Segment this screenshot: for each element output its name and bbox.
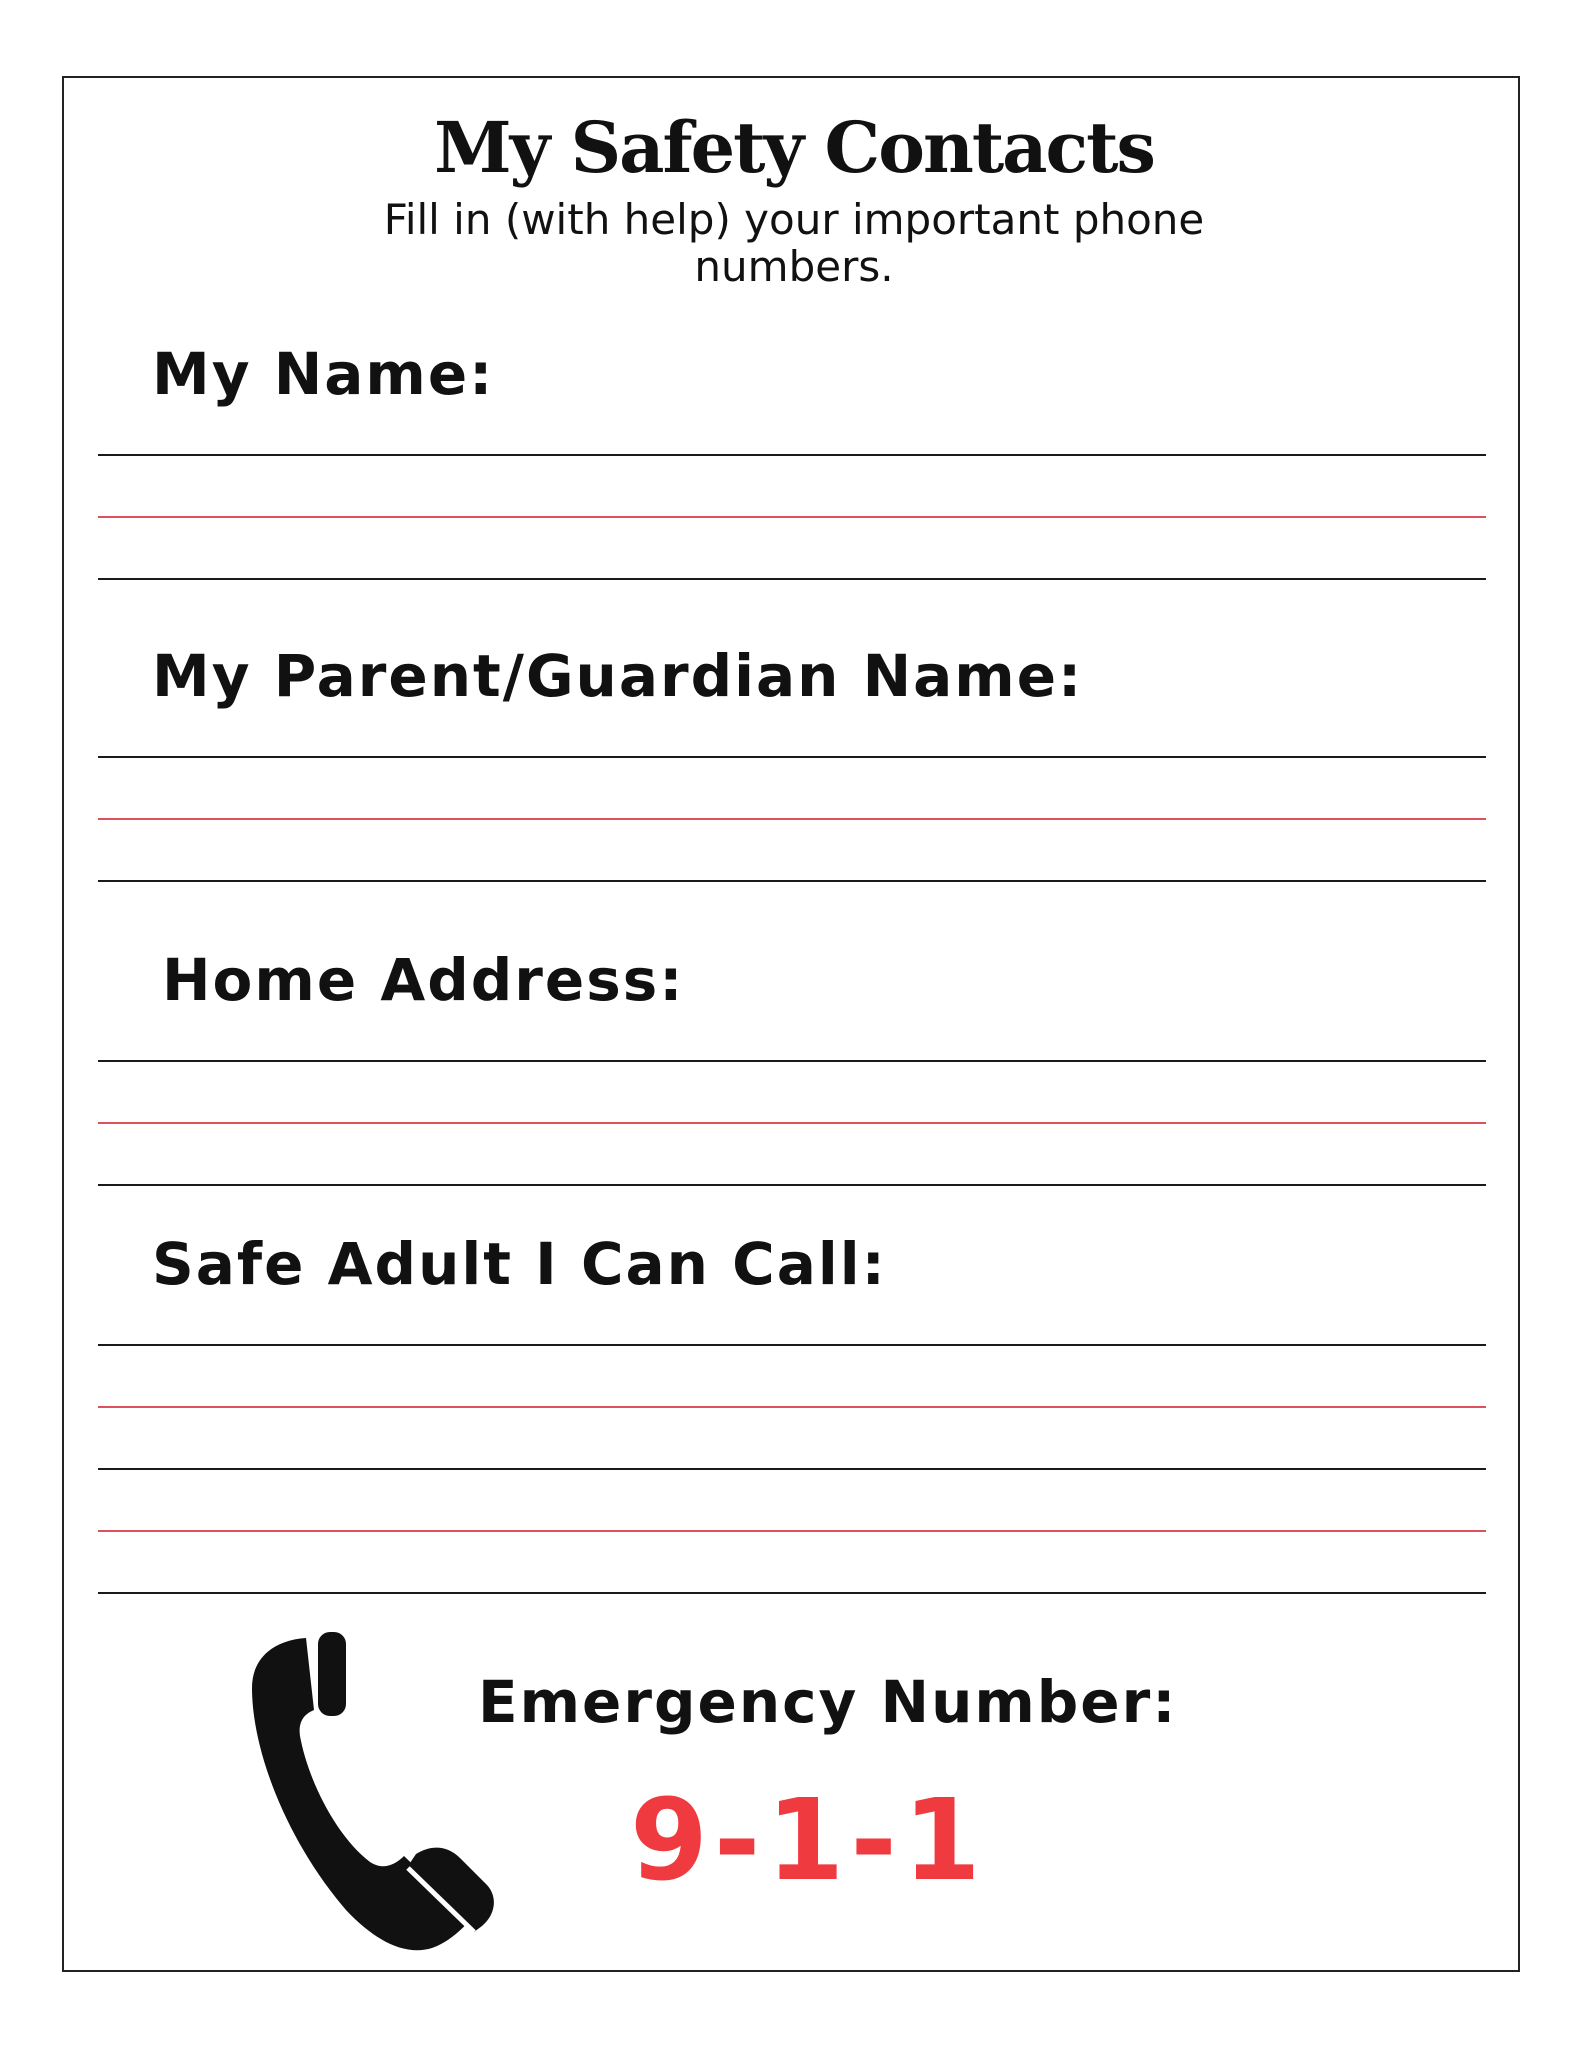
writing-line-top[interactable]: [98, 454, 1486, 456]
writing-line-mid: [98, 818, 1486, 820]
writing-line-top[interactable]: [98, 1060, 1486, 1062]
field-label-safe-adult: Safe Adult I Can Call:: [152, 1230, 887, 1298]
writing-line-mid: [98, 1122, 1486, 1124]
field-label-home-address: Home Address:: [162, 946, 685, 1014]
emergency-number: 9-1-1: [630, 1776, 987, 1906]
page-subtitle: Fill in (with help) your important phone numbers.: [383, 195, 1205, 291]
writing-line-mid: [98, 516, 1486, 518]
writing-line-bottom[interactable]: [98, 1592, 1486, 1594]
writing-line-top[interactable]: [98, 1344, 1486, 1346]
writing-line-mid: [98, 1406, 1486, 1408]
field-label-guardian-name: My Parent/Guardian Name:: [152, 642, 1084, 710]
phone-icon: [236, 1630, 496, 1960]
emergency-label: Emergency Number:: [478, 1668, 1178, 1736]
writing-line-mid: [98, 1530, 1486, 1532]
page-title: My Safety Contacts: [434, 106, 1154, 189]
writing-line-bottom[interactable]: [98, 1184, 1486, 1186]
phone-earpiece-cap: [318, 1632, 346, 1716]
writing-line-top[interactable]: [98, 756, 1486, 758]
phone-handset: [252, 1638, 470, 1950]
field-label-my-name: My Name:: [152, 340, 495, 408]
writing-line-bottom[interactable]: [98, 880, 1486, 882]
writing-line[interactable]: [98, 1468, 1486, 1470]
writing-line-bottom[interactable]: [98, 578, 1486, 580]
